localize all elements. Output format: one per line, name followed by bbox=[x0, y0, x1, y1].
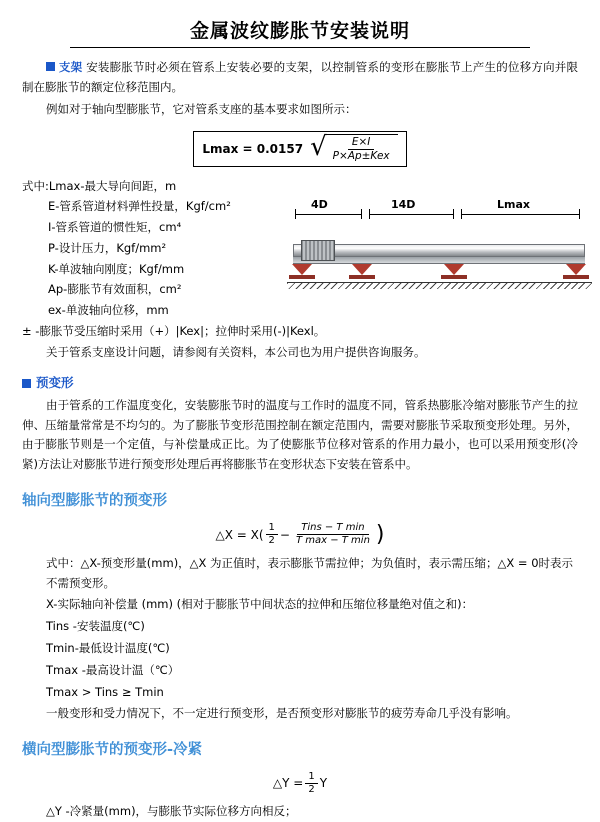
axial-equation bbox=[22, 522, 578, 548]
dimension-tick bbox=[579, 209, 580, 219]
support-paragraph-1 bbox=[22, 58, 578, 98]
lmax-formula-box bbox=[193, 131, 406, 166]
axial-line: Tmax -最高设计温（℃） bbox=[46, 662, 180, 677]
document-body bbox=[0, 58, 600, 822]
axial-line: 式中：△X-预变形量(mm)，△X 为正值时，表示膨胀节需拉伸；为负值时，表示需压缩；△X = 0时表示不需预变形。 bbox=[46, 555, 574, 590]
lmax-formula-lhs: Lmax = 0.0157 bbox=[202, 141, 304, 156]
axial-subheading: 轴向型膨胀节的预变形 bbox=[22, 493, 167, 509]
support-paragraph-1-text: 安装膨胀节时必须在管系上安装必要的支架，以控制管系的变形在膨胀节上产生的位移方向并限制在膨胀节的额定位移范围内。 bbox=[22, 60, 579, 94]
lateral-subheading: 横向型膨胀节的预变形-冷紧 bbox=[22, 742, 203, 759]
axial-line: 一般变形和受力情况下，不一定进行预变形，是否预变形对膨胀节的疲劳寿命几乎没有影响。 bbox=[46, 706, 518, 721]
bellows-expansion-joint bbox=[301, 240, 335, 261]
definition-item: ex-单波轴向位移，mm bbox=[48, 303, 169, 318]
pipe-support bbox=[289, 264, 315, 280]
support-paragraph-3: 关于管系支座设计问题，请参阅有关资料，本公司也为用户提供咨询服务。 bbox=[46, 344, 426, 359]
lateral-equation-lhs: △Y = bbox=[272, 776, 304, 791]
definition-item: Ap-膨胀节有效面积，cm² bbox=[48, 282, 182, 297]
half-numerator: 1 bbox=[266, 522, 278, 535]
lateral-equation bbox=[22, 771, 578, 796]
dimension-tick bbox=[295, 209, 296, 219]
definition-item: I-管系管道的惯性矩，cm⁴ bbox=[48, 220, 182, 235]
support-paragraph-2: 例如对于轴向型膨胀节，它对管系支座的基本要求如图所示： bbox=[46, 101, 357, 116]
dimension-line-14d bbox=[369, 214, 453, 215]
half-denominator: 2 bbox=[308, 784, 315, 795]
pre-deform-paragraph: 由于管系的工作温度变化，安装膨胀节时的温度与工作时的温度不同，管系热膨胀冷缩对膨胀节产生的拉伸、压缩量常常是不均匀的。为了膨胀节变形范围控制在额定范围内，需要对膨胀节采取预变形处理。另外，由于膨胀节则是一个定值，与补偿量成正比。为了使膨胀节位移对管系的作用力最小，也可以采用预变形(冷紧)方法让对膨胀节进行预变形处理后再将膨胀节在变形状态下安装在管系中。 bbox=[22, 397, 578, 472]
dimension-tick bbox=[369, 209, 370, 219]
lmax-formula-denominator: P×Ap±Kex bbox=[332, 150, 390, 163]
axial-line: Tmin-最低设计温度(℃) bbox=[46, 641, 170, 655]
definition-item: E-管系管道材料弹性投量，Kgf/cm² bbox=[48, 199, 231, 214]
blue-square-icon bbox=[46, 62, 55, 71]
dimension-line-4d bbox=[295, 214, 361, 215]
axial-equation-fraction bbox=[292, 522, 374, 548]
pipe-shadow bbox=[293, 257, 585, 264]
pipe-support bbox=[349, 264, 375, 280]
dimension-tick bbox=[361, 209, 362, 219]
pipe-support bbox=[441, 264, 467, 280]
pipe-body bbox=[293, 244, 585, 257]
definition-item: ± -膨胀节受压缩时采用（+）|Kex|；拉伸时采用(-)|Kexl。 bbox=[22, 323, 326, 338]
lateral-equation-half bbox=[305, 771, 317, 796]
fraction-denominator: T max − T min bbox=[295, 535, 370, 547]
pre-deform-heading-row bbox=[22, 372, 578, 394]
axial-equation-half bbox=[266, 522, 278, 547]
dimension-tick bbox=[461, 209, 462, 219]
half-numerator: 1 bbox=[305, 771, 317, 784]
lateral-line: △Y -冷紧量(mm)，与膨胀节实际位移方向相反； bbox=[46, 804, 297, 818]
lmax-formula bbox=[22, 131, 578, 166]
pipe-support bbox=[563, 264, 589, 280]
ground-hatching bbox=[287, 282, 592, 289]
axial-line: Tins -安装温度(℃) bbox=[46, 619, 145, 634]
fraction-numerator: Tins − T min bbox=[297, 522, 368, 536]
lateral-equation-rhs: Y bbox=[319, 776, 328, 791]
page-title: 金属波纹膨胀节安装说明 bbox=[189, 20, 410, 42]
diagram-label-14d: 14D bbox=[391, 198, 416, 211]
axial-equation-minus: − bbox=[279, 527, 290, 542]
dimension-line-lmax bbox=[461, 214, 579, 215]
pre-deform-heading: 预变形 bbox=[36, 375, 74, 391]
definition-item: K-单波轴向刚度；Kgf/mm bbox=[48, 261, 185, 276]
half-denominator: 2 bbox=[268, 535, 275, 547]
axial-line: Tmax > Tins ≥ Tmin bbox=[46, 684, 164, 699]
lmax-formula-radical bbox=[310, 134, 398, 163]
axial-line: X-实际轴向补偿量 (mm) (相对于膨胀节中间状态的拉伸和压缩位移量绝对值之和)： bbox=[46, 597, 474, 612]
lmax-formula-numerator: E×I bbox=[348, 136, 375, 150]
definition-item: P-设计压力，Kgf/mm² bbox=[48, 240, 167, 255]
blue-square-icon bbox=[22, 379, 31, 388]
piping-support-diagram bbox=[287, 198, 592, 306]
support-heading: 支架 bbox=[58, 60, 83, 74]
diagram-label-lmax: Lmax bbox=[497, 198, 530, 211]
dimension-tick bbox=[453, 209, 454, 219]
document-page bbox=[0, 16, 600, 818]
radical-sign-icon: √ bbox=[310, 132, 327, 163]
title-divider bbox=[70, 47, 530, 48]
definition-item: 式中:Lmax-最大导向间距，m bbox=[22, 178, 177, 193]
diagram-label-4d: 4D bbox=[311, 198, 328, 211]
axial-equation-lhs: △X = X( bbox=[215, 527, 264, 542]
axial-equation-rhs: ) bbox=[375, 521, 385, 547]
